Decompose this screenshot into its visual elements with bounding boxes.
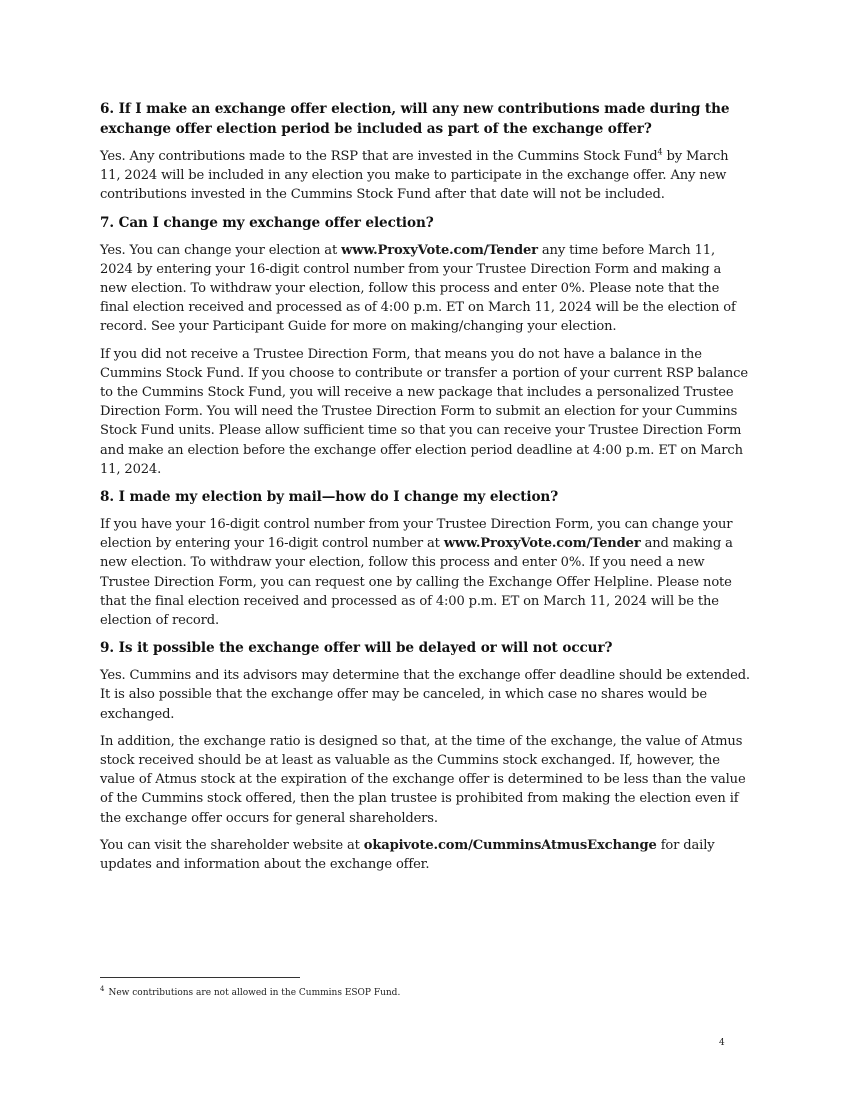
footnote bbox=[100, 987, 400, 999]
footnote-reference[interactable]: 4 bbox=[657, 147, 663, 157]
footnote-marker: 4 bbox=[100, 985, 105, 993]
question-6-heading: 6. If I make an exchange offer election, will any new contributions made during the exchange offer election period be included as part of the exchange offer? bbox=[100, 101, 730, 137]
question-7-answer: Yes. You can change your election at www.ProxyVote.com/Tender any time before March 11, 2024 by entering your 16-digit control number from your Trustee Direction Form and making a new election. To withdraw your election, follow this process and enter 0%. Please note that the final election received and processed as of 4:00 p.m. ET on March 11, 2024 will be the election of record. See your Participant Guide for more on making/changing your election. bbox=[100, 242, 736, 335]
proxyvote-link[interactable]: www.ProxyVote.com/Tender bbox=[341, 242, 538, 258]
document-body bbox=[100, 99, 750, 882]
question-7-answer-continued: If you did not receive a Trustee Direction Form, that means you do not have a balance in the Cummins Stock Fund. If you choose to contribute or transfer a portion of your current RSP balance to the Cummins Stock Fund, you will receive a new package that includes a personalized Trustee Direction Form. You will need the Trustee Direction Form to submit an election for your Cummins Stock Fund units. Please allow sufficient time so that you can receive your Trustee Direction Form and make an election before the exchange offer election period deadline at 4:00 p.m. ET on March 11, 2024. bbox=[100, 346, 748, 477]
proxyvote-link[interactable]: www.ProxyVote.com/Tender bbox=[443, 536, 641, 552]
question-9-answer-exchange-ratio: In addition, the exchange ratio is designed so that, at the time of the exchange, the value of Atmus stock received should be at least as valuable as the Cummins stock exchanged. If, however, the value of Atmus stock at the expiration of the exchange offer is determined to be less than the value of the Cummins stock offered, then the plan trustee is prohibited from making the election even if the exchange offer occurs for general shareholders. bbox=[100, 733, 746, 826]
question-8-heading: 8. I made my election by mail—how do I change my election? bbox=[100, 489, 559, 506]
question-7-heading: 7. Can I change my exchange offer election? bbox=[100, 214, 434, 231]
question-9-answer-website: You can visit the shareholder website at okapivote.com/CumminsAtmusExchange for daily updates and information about the exchange offer. bbox=[100, 837, 715, 873]
question-9-heading: 9. Is it possible the exchange offer will be delayed or will not occur? bbox=[100, 640, 613, 657]
page-number: 4 bbox=[719, 1038, 725, 1048]
question-8-answer: If you have your 16-digit control number from your Trustee Direction Form, you can change your election by entering your 16-digit control number at www.ProxyVote.com/Tender and making a new election. To withdraw your election, follow this process and enter 0%. If you need a new Trustee Direction Form, you can request one by calling the Exchange Offer Helpline. Please note that the final election received and processed as of 4:00 p.m. ET on March 11, 2024 will be the election of record. bbox=[100, 517, 733, 629]
question-6-answer: Yes. Any contributions made to the RSP that are invested in the Cummins Stock Fund$^4$ by March 11, 2024 will be included in any election you make to participate in the exchange offer. Any new contributions invested in the Cummins Stock Fund after that date will not be included. bbox=[100, 147, 729, 203]
faq-question-6 bbox=[100, 99, 750, 205]
faq-question-9 bbox=[100, 638, 750, 874]
faq-question-7 bbox=[100, 213, 750, 479]
shareholder-website-link[interactable]: okapivote.com/CumminsAtmusExchange bbox=[363, 837, 657, 853]
footnote-divider bbox=[100, 977, 300, 978]
footnote-text: New contributions are not allowed in the Cummins ESOP Fund. bbox=[108, 988, 401, 998]
faq-question-8 bbox=[100, 487, 750, 630]
question-9-answer: Yes. Cummins and its advisors may determine that the exchange offer deadline should be extended. It is also possible that the exchange offer may be canceled, in which case no shares would be exchanged. bbox=[100, 668, 750, 722]
